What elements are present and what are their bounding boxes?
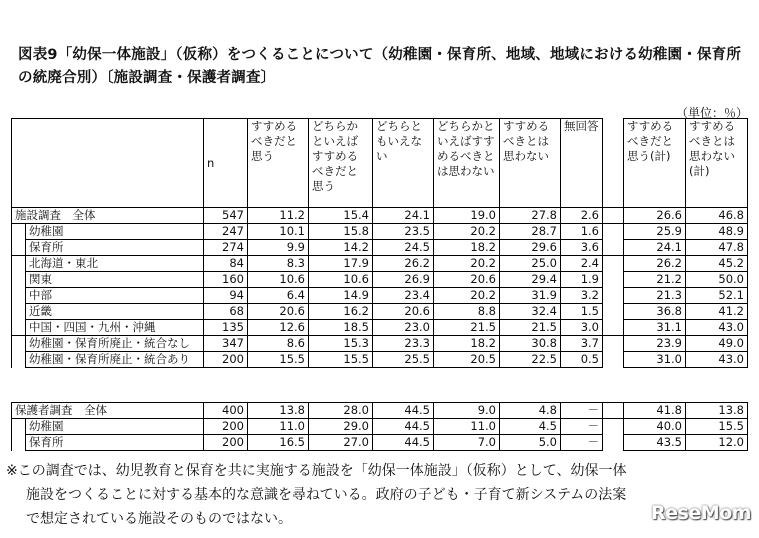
value-cell: 23.4 — [373, 288, 434, 304]
value-cell: 16.5 — [248, 435, 309, 451]
value-cell: － — [561, 435, 603, 451]
header-col7: すすめるべきだと思う(計) — [624, 119, 686, 208]
value-cell: 27.0 — [309, 435, 373, 451]
value-cell: 30.8 — [500, 336, 561, 352]
value-cell: 23.5 — [373, 224, 434, 240]
unit-label: （単位：％） — [676, 106, 749, 120]
header-col6: 無回答 — [561, 119, 603, 208]
sum-cell: 48.9 — [686, 224, 748, 240]
footnote-line1: ※この調査では、幼児教育と保育を共に実施する施設を「幼保一体施設」（仮称）として、幼保一体 — [6, 463, 627, 479]
value-cell: － — [561, 419, 603, 435]
indent-cell — [12, 435, 26, 451]
table-row — [12, 403, 748, 419]
row-label: 中部 — [26, 288, 204, 304]
header-col5: すすめるべきとは思わない — [500, 119, 561, 208]
value-cell: 27.8 — [500, 208, 561, 224]
indent-cell — [12, 224, 26, 240]
sum-cell: 52.1 — [686, 288, 748, 304]
n-cell: 135 — [204, 320, 248, 336]
value-cell: 20.2 — [434, 288, 500, 304]
table-row — [12, 272, 748, 288]
n-cell: 547 — [204, 208, 248, 224]
value-cell: 29.4 — [500, 272, 561, 288]
value-cell: 44.5 — [373, 403, 434, 419]
parent-survey-table — [11, 402, 748, 451]
table-row — [12, 435, 748, 451]
column-gap — [603, 304, 624, 320]
row-label: 幼稚園・保育所廃止・統合あり — [26, 352, 204, 368]
value-cell: 3.6 — [561, 240, 603, 256]
sum-cell: 26.2 — [624, 256, 686, 272]
value-cell: 21.5 — [434, 320, 500, 336]
table-row — [12, 352, 748, 368]
column-gap — [603, 224, 624, 240]
table-row — [12, 288, 748, 304]
row-label: 施設調査 全体 — [12, 208, 204, 224]
n-cell: 200 — [204, 419, 248, 435]
indent-cell — [12, 419, 26, 435]
value-cell: 0.5 — [561, 352, 603, 368]
sum-cell: 41.2 — [686, 304, 748, 320]
n-cell: 160 — [204, 272, 248, 288]
value-cell: 13.8 — [248, 403, 309, 419]
header-col4: どちらかといえばすすめるべきとは思わない — [434, 119, 500, 208]
column-gap — [603, 256, 624, 272]
value-cell: 15.5 — [309, 352, 373, 368]
header-label-cell — [12, 119, 204, 208]
value-cell: 1.9 — [561, 272, 603, 288]
value-cell: 21.5 — [500, 320, 561, 336]
value-cell: 22.5 — [500, 352, 561, 368]
row-label: 幼稚園 — [26, 419, 204, 435]
value-cell: 14.9 — [309, 288, 373, 304]
value-cell: 15.8 — [309, 224, 373, 240]
value-cell: 8.3 — [248, 256, 309, 272]
value-cell: 31.9 — [500, 288, 561, 304]
value-cell: 26.9 — [373, 272, 434, 288]
table-header-row — [12, 119, 748, 208]
row-label: 近畿 — [26, 304, 204, 320]
sum-cell: 24.1 — [624, 240, 686, 256]
header-col1: すすめるべきだと思う — [248, 119, 309, 208]
value-cell: 15.4 — [309, 208, 373, 224]
column-gap — [603, 288, 624, 304]
n-cell: 400 — [204, 403, 248, 419]
value-cell: 28.7 — [500, 224, 561, 240]
table-row — [12, 320, 748, 336]
value-cell: 7.0 — [434, 435, 500, 451]
value-cell: 23.3 — [373, 336, 434, 352]
table-row — [12, 419, 748, 435]
sum-cell: 49.0 — [686, 336, 748, 352]
value-cell: 17.9 — [309, 256, 373, 272]
value-cell: 11.0 — [434, 419, 500, 435]
value-cell: 9.9 — [248, 240, 309, 256]
n-cell: 247 — [204, 224, 248, 240]
value-cell: 11.2 — [248, 208, 309, 224]
header-col3: どちらともいえない — [373, 119, 434, 208]
n-cell: 68 — [204, 304, 248, 320]
row-label: 保育所 — [26, 240, 204, 256]
value-cell: 10.6 — [309, 272, 373, 288]
value-cell: 20.5 — [434, 352, 500, 368]
sum-cell: 43.5 — [624, 435, 686, 451]
value-cell: 20.6 — [248, 304, 309, 320]
value-cell: 18.5 — [309, 320, 373, 336]
sum-cell: 43.0 — [686, 352, 748, 368]
value-cell: 3.7 — [561, 336, 603, 352]
sum-cell: 23.9 — [624, 336, 686, 352]
sum-cell: 47.8 — [686, 240, 748, 256]
value-cell: 16.2 — [309, 304, 373, 320]
row-label: 幼稚園・保育所廃止・統合なし — [26, 336, 204, 352]
column-gap — [603, 240, 624, 256]
value-cell: 29.6 — [500, 240, 561, 256]
sum-cell: 43.0 — [686, 320, 748, 336]
indent-cell — [12, 352, 26, 368]
footnote-line2: 施設をつくることに対する基本的な意識を尋ねている。政府の子ども・子育て新システムの法案 — [26, 487, 627, 503]
value-cell: 8.8 — [434, 304, 500, 320]
sum-cell: 36.8 — [624, 304, 686, 320]
value-cell: 44.5 — [373, 419, 434, 435]
value-cell: 18.2 — [434, 336, 500, 352]
value-cell: 3.0 — [561, 320, 603, 336]
row-label: 保育所 — [26, 435, 204, 451]
row-label: 保護者調査 全体 — [12, 403, 204, 419]
column-gap — [603, 272, 624, 288]
column-gap — [603, 419, 624, 435]
indent-cell — [12, 320, 26, 336]
value-cell: 4.5 — [500, 419, 561, 435]
footnote — [6, 459, 751, 531]
indent-cell — [12, 272, 26, 288]
header-col2: どちらかといえばすすめるべきだと思う — [309, 119, 373, 208]
value-cell: 8.6 — [248, 336, 309, 352]
n-cell: 84 — [204, 256, 248, 272]
value-cell: 10.1 — [248, 224, 309, 240]
value-cell: 5.0 — [500, 435, 561, 451]
sum-cell: 21.2 — [624, 272, 686, 288]
value-cell: 1.6 — [561, 224, 603, 240]
value-cell: 20.2 — [434, 224, 500, 240]
value-cell: 3.2 — [561, 288, 603, 304]
value-cell: 14.2 — [309, 240, 373, 256]
sum-cell: 46.8 — [686, 208, 748, 224]
sum-cell: 26.6 — [624, 208, 686, 224]
value-cell: 1.5 — [561, 304, 603, 320]
value-cell: 19.0 — [434, 208, 500, 224]
value-cell: 29.0 — [309, 419, 373, 435]
n-cell: 274 — [204, 240, 248, 256]
sum-cell: 15.5 — [686, 419, 748, 435]
table-row — [12, 336, 748, 352]
figure-title: 図表9「幼保一体施設」（仮称）をつくることについて（幼稚園・保育所、地域、地域における幼稚園・保育所の統廃合別）〔施設調査・保護者調査〕 — [18, 47, 742, 86]
sum-cell: 41.8 — [624, 403, 686, 419]
n-cell: 347 — [204, 336, 248, 352]
sum-cell: 50.0 — [686, 272, 748, 288]
column-gap — [603, 208, 624, 224]
value-cell: 44.5 — [373, 435, 434, 451]
indent-cell — [12, 288, 26, 304]
sum-cell: 25.9 — [624, 224, 686, 240]
value-cell: 11.0 — [248, 419, 309, 435]
value-cell: 15.3 — [309, 336, 373, 352]
column-gap — [603, 119, 624, 208]
resemom-logo: ReseMom — [651, 502, 751, 524]
value-cell: 6.4 — [248, 288, 309, 304]
value-cell: 4.8 — [500, 403, 561, 419]
value-cell: 15.5 — [248, 352, 309, 368]
column-gap — [603, 352, 624, 368]
column-gap — [603, 336, 624, 352]
header-col8: すすめるべきとは思わない(計) — [686, 119, 748, 208]
sum-cell: 13.8 — [686, 403, 748, 419]
value-cell: 9.0 — [434, 403, 500, 419]
row-label: 中国・四国・九州・沖縄 — [26, 320, 204, 336]
sum-cell: 21.3 — [624, 288, 686, 304]
value-cell: 25.0 — [500, 256, 561, 272]
value-cell: 2.6 — [561, 208, 603, 224]
row-label: 関東 — [26, 272, 204, 288]
indent-cell — [12, 336, 26, 352]
indent-cell — [12, 304, 26, 320]
row-label: 幼稚園 — [26, 224, 204, 240]
indent-cell — [12, 256, 26, 272]
table-row — [12, 240, 748, 256]
value-cell: 23.0 — [373, 320, 434, 336]
value-cell: 26.2 — [373, 256, 434, 272]
value-cell: 32.4 — [500, 304, 561, 320]
footnote-line3: で想定されている施設そのものではない。 — [26, 511, 292, 527]
value-cell: 24.1 — [373, 208, 434, 224]
sum-cell: 12.0 — [686, 435, 748, 451]
value-cell: 28.0 — [309, 403, 373, 419]
table-row — [12, 304, 748, 320]
row-label: 北海道・東北 — [26, 256, 204, 272]
sum-cell: 40.0 — [624, 419, 686, 435]
value-cell: 20.6 — [434, 272, 500, 288]
column-gap — [603, 403, 624, 419]
value-cell: 24.5 — [373, 240, 434, 256]
sum-cell: 31.1 — [624, 320, 686, 336]
value-cell: 10.6 — [248, 272, 309, 288]
sum-cell: 45.2 — [686, 256, 748, 272]
indent-cell — [12, 240, 26, 256]
value-cell: － — [561, 403, 603, 419]
table-row — [12, 224, 748, 240]
table-row — [12, 208, 748, 224]
column-gap — [603, 320, 624, 336]
column-gap — [603, 435, 624, 451]
n-cell: 200 — [204, 435, 248, 451]
value-cell: 25.5 — [373, 352, 434, 368]
facility-survey-table — [11, 118, 748, 368]
value-cell: 2.4 — [561, 256, 603, 272]
table-row — [12, 256, 748, 272]
n-cell: 200 — [204, 352, 248, 368]
value-cell: 12.6 — [248, 320, 309, 336]
header-n: n — [204, 119, 248, 208]
n-cell: 94 — [204, 288, 248, 304]
value-cell: 20.2 — [434, 256, 500, 272]
sum-cell: 31.0 — [624, 352, 686, 368]
value-cell: 20.6 — [373, 304, 434, 320]
value-cell: 18.2 — [434, 240, 500, 256]
